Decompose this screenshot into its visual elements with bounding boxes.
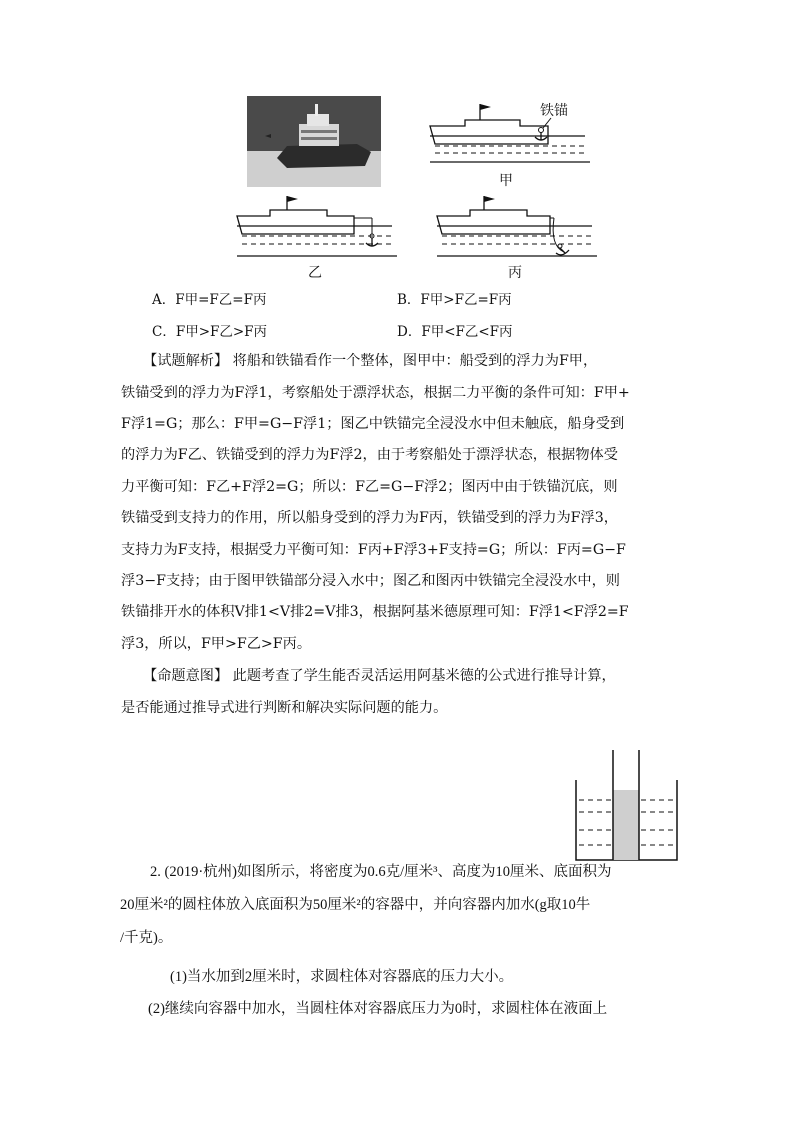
ship-anchor-submerged-icon — [232, 196, 402, 264]
figure-jia — [425, 100, 595, 190]
analysis-line: 铁锚排开水的体积V排1<V排2=V排3，根据阿基米德原理可知：F浮1<F浮2=F — [121, 604, 629, 620]
icebreaker-photo — [247, 96, 381, 187]
analysis-line: 支持力为F支持，根据受力平衡可知：F丙+F浮3+F支持=G；所以：F丙=G−F — [121, 542, 626, 558]
ship-anchor-sunk-icon — [432, 196, 602, 264]
question2-line: 2. (2019·杭州)如图所示，将密度为0.6克/厘米³、高度为10厘米、底面积为 — [150, 864, 612, 880]
analysis-line: 【试题解析】 将船和铁锚看作一个整体，图甲中：船受到的浮力为F甲， — [143, 353, 598, 369]
container-figure — [573, 750, 681, 864]
question2-sub1: (1)当水加到2厘米时，求圆柱体对容器底的压力大小。 — [170, 969, 514, 985]
analysis-line: F浮1=G；那么：F甲=G−F浮1；图乙中铁锚完全浸没水中但未触底，船身受到 — [121, 416, 625, 432]
intent-line: 是否能通过推导式进行判断和解决实际问题的能力。 — [121, 700, 448, 716]
question2-line: /千克)。 — [120, 930, 173, 946]
figure-label-bing: 丙 — [508, 265, 522, 281]
analysis-line: 铁锚受到的浮力为F浮1，考察船处于漂浮状态，根据二力平衡的条件可知：F甲+ — [121, 385, 630, 401]
ship-photo-icon — [247, 96, 381, 187]
intent-line: 【命题意图】 此题考查了学生能否灵活运用阿基米德的公式进行推导计算， — [143, 668, 616, 684]
figure-label-jia: 甲 — [499, 173, 513, 189]
figure-bing — [432, 196, 602, 282]
analysis-line: 浮3−F支持；由于图甲铁锚部分浸入水中；图乙和图丙中铁锚完全浸没水中，则 — [121, 573, 620, 589]
option-d: D．F甲<F乙<F丙 — [397, 324, 513, 340]
analysis-line: 铁锚受到支持力的作用，所以船身受到的浮力为F丙，铁锚受到的浮力为F浮3， — [121, 510, 618, 526]
analysis-line: 浮3，所以，F甲>F乙>F丙。 — [121, 636, 312, 652]
option-c: C．F甲>F乙>F丙 — [152, 324, 268, 340]
option-b: B．F甲>F乙=F丙 — [397, 292, 512, 308]
question2-line: 20厘米²的圆柱体放入底面积为50厘米²的容器中，并向容器内加水(g取10牛 — [120, 897, 591, 913]
analysis-line: 力平衡可知：F乙+F浮2=G；所以：F乙=G−F浮2；图丙中由于铁锚沉底，则 — [121, 479, 618, 495]
anchor-label: 铁锚 — [540, 103, 568, 119]
ship-anchor-partial-icon — [425, 100, 595, 172]
question2-sub2: (2)继续向容器中加水，当圆柱体对容器底压力为0时，求圆柱体在液面上 — [148, 1001, 608, 1017]
analysis-line: 的浮力为F乙、铁锚受到的浮力为F浮2，由于考察船处于漂浮状态，根据物体受 — [121, 447, 618, 463]
cylinder-in-container-icon — [573, 750, 681, 864]
option-a: A．F甲=F乙=F丙 — [152, 292, 267, 308]
figure-label-yi: 乙 — [308, 265, 322, 281]
figure-yi — [232, 196, 402, 282]
